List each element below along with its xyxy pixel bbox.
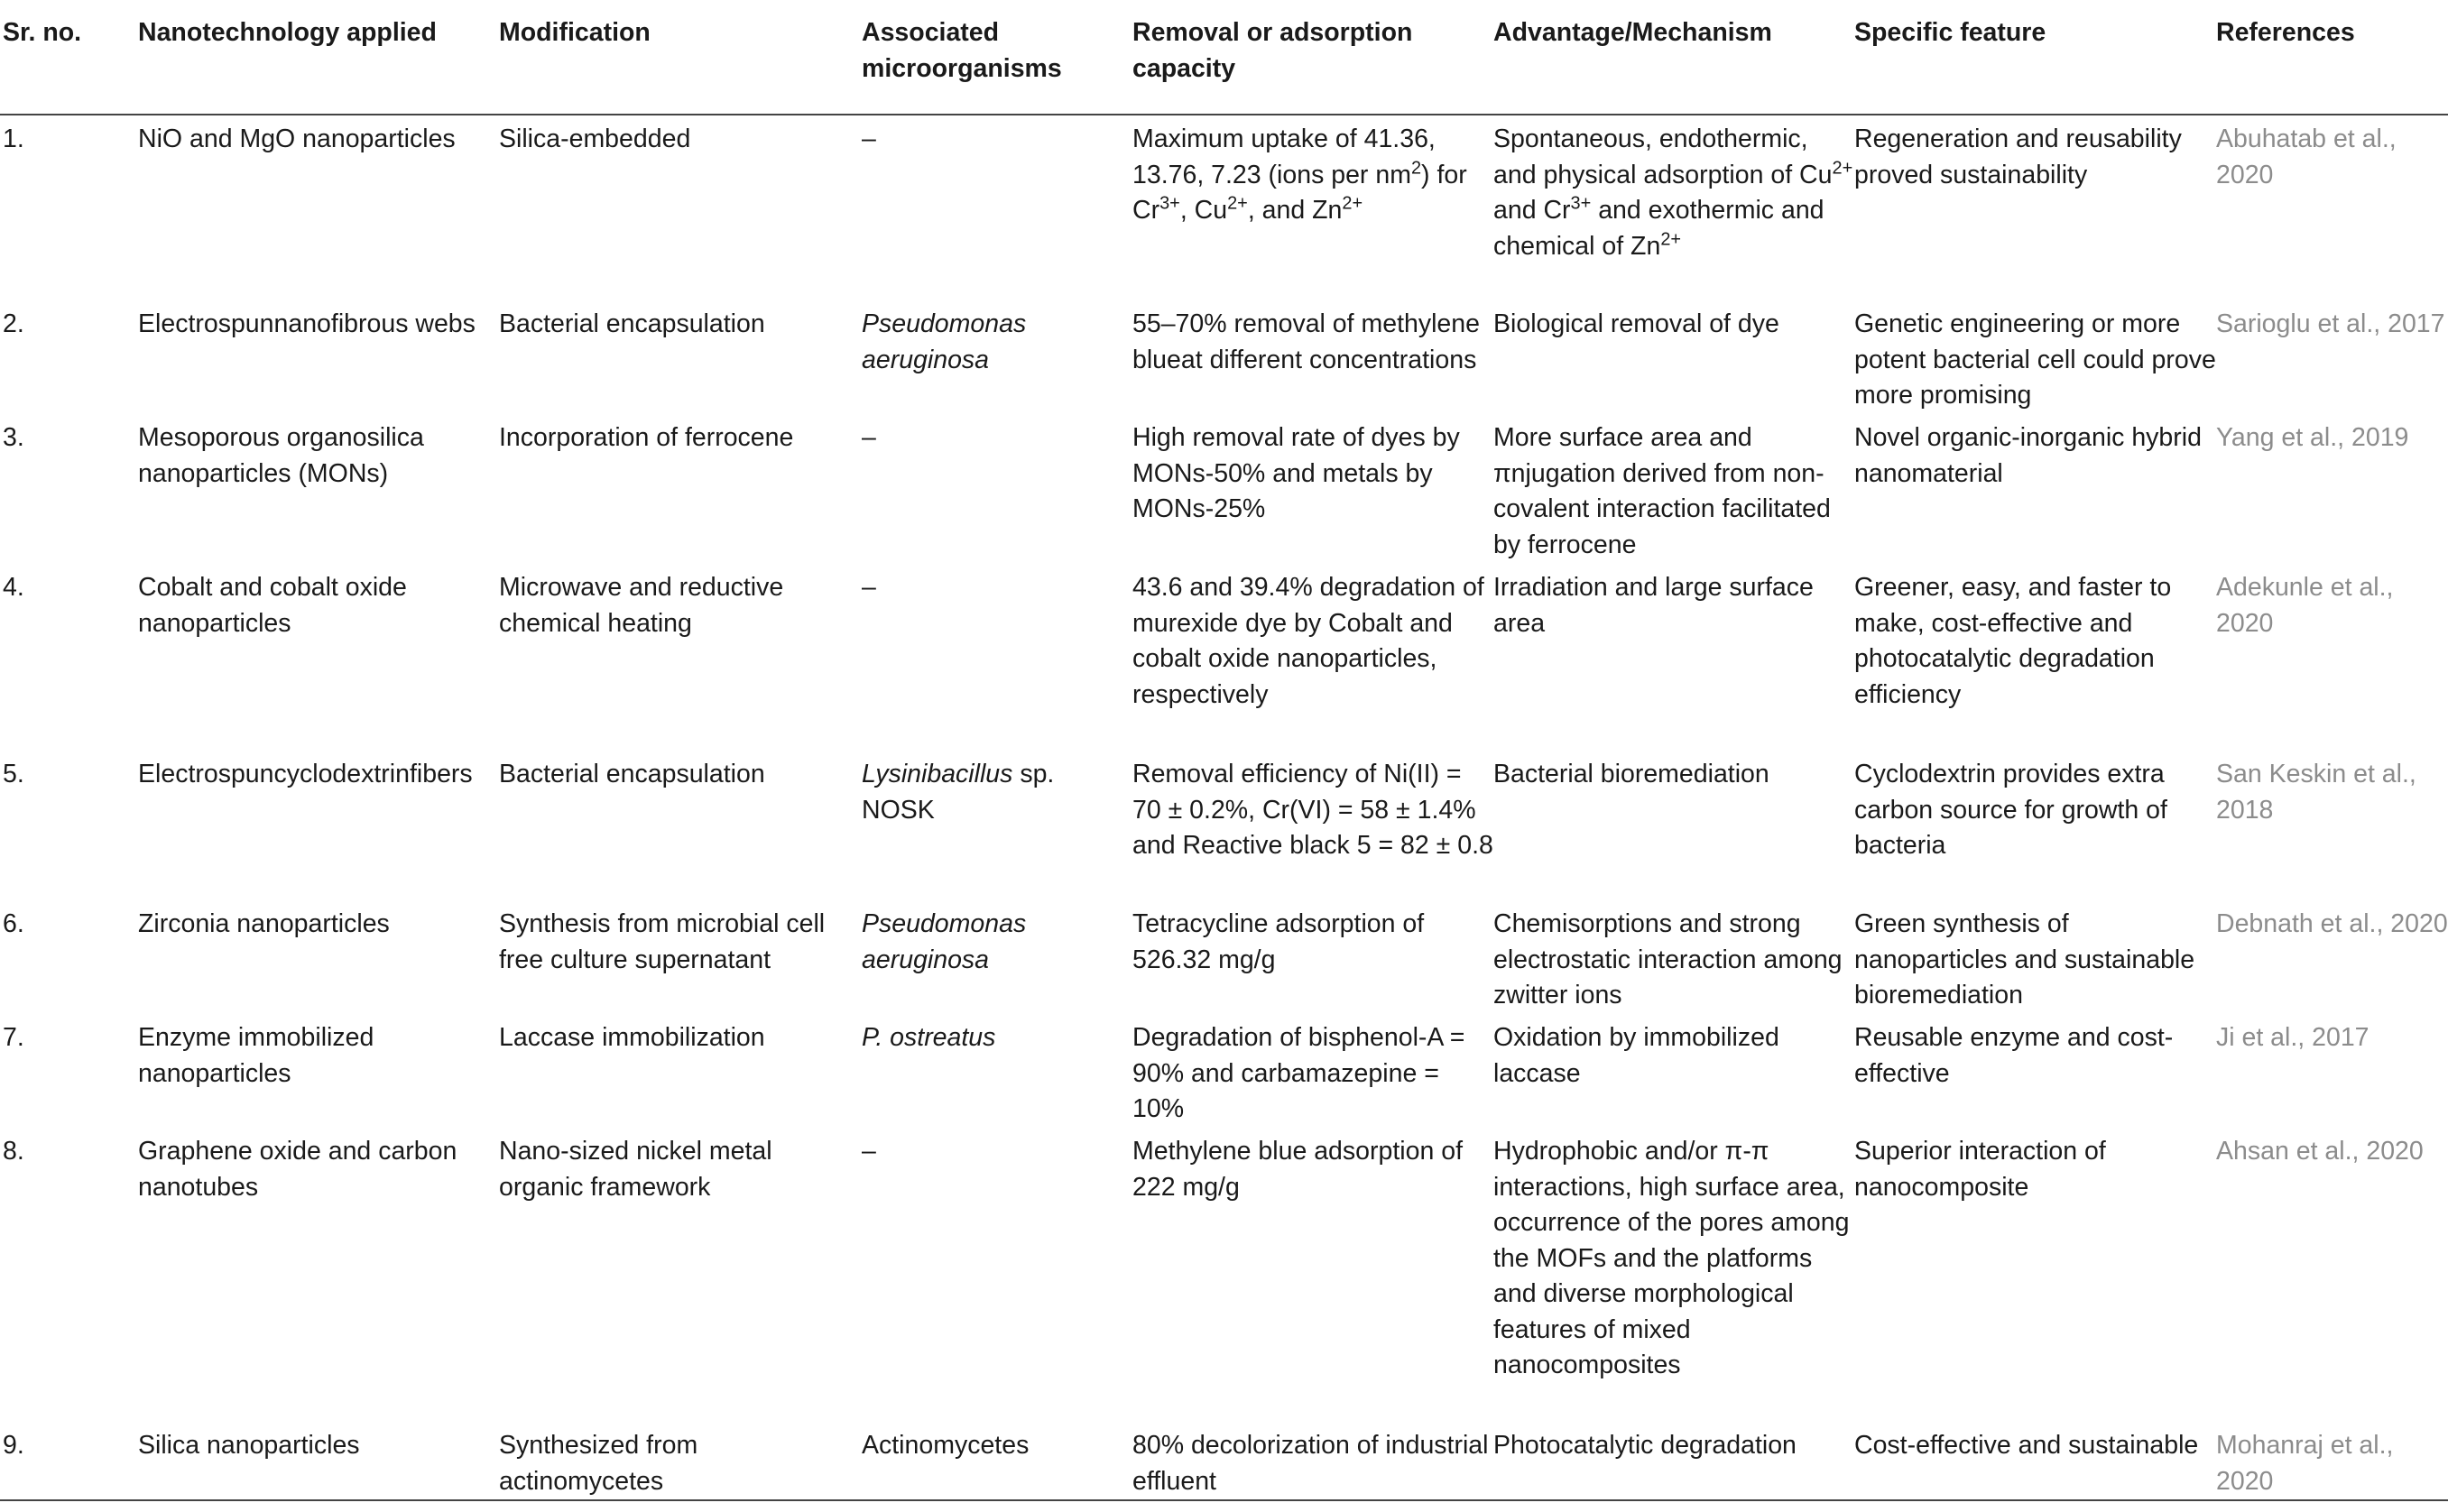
cell-modification: Laccase immobilization <box>499 1023 765 1052</box>
cell-microorganisms: Actinomycetes <box>862 1422 1132 1500</box>
table-row <box>0 300 2448 414</box>
header-removal-capacity: Removal or adsorption capacity <box>1132 0 1493 115</box>
cell-mechanism: Oxidation by immobilized laccase <box>1493 1023 1779 1088</box>
cell-removal-capacity: Removal efficiency of Ni(II) = 70 ± 0.2%, Cr(VI) = 58 ± 1.4% and Reactive black 5 = 82 ± 0.8 <box>1132 760 1493 860</box>
cell-removal-capacity: Maximum uptake of 41.36, 13.76, 7.23 (ions per $nm^2$) for $Cr^{3+}$, $Cu^{2+}$, and $Zn^{2+}$ <box>1132 124 1467 225</box>
cell-reference: Debnath et al., 2020 <box>2216 909 2448 938</box>
cell-sr-no: 8. <box>3 1137 24 1166</box>
cell-specific-feature: Reusable enzyme and cost-effective <box>1854 1023 2174 1088</box>
cell-mechanism: Bacterial bioremediation <box>1493 760 1769 788</box>
cell-modification: Bacterial encapsulation <box>499 760 765 788</box>
table-row <box>0 564 2448 751</box>
cell-microorganisms: – <box>862 573 876 602</box>
cell-mechanism: Irradiation and large surface area <box>1493 573 1814 638</box>
cell-microorganisms: P. ostreatus <box>862 1023 996 1052</box>
cell-specific-feature: Cyclodextrin provides extra carbon source for growth of bacteria <box>1854 760 2167 860</box>
cell-mechanism: Biological removal of dye <box>1493 309 1779 338</box>
cell-modification: Incorporation of ferrocene <box>499 423 794 452</box>
cell-sr-no: 6. <box>3 909 24 938</box>
cell-modification: Silica-embedded <box>499 124 691 153</box>
cell-nanotechnology: Mesoporous organosilica nanoparticles (MONs) <box>138 423 424 488</box>
cell-reference: San Keskin et al., 2018 <box>2216 760 2416 825</box>
cell-microorganisms: Pseudomonas aeruginosa <box>862 909 1027 974</box>
cell-modification: Synthesized from actinomycetes <box>499 1422 862 1500</box>
table-body <box>0 115 2448 1500</box>
header-advantage-mechanism: Advantage/Mechanism <box>1493 0 1854 115</box>
cell-modification: Microwave and reductive chemical heating <box>499 573 784 638</box>
cell-modification: Synthesis from microbial cell free culture supernatant <box>499 909 826 974</box>
header-associated-microorganisms: Associated microorganisms <box>862 0 1132 115</box>
cell-specific-feature: Green synthesis of nanoparticles and sustainable bioremediation <box>1854 909 2195 1010</box>
cell-reference: Ahsan et al., 2020 <box>2216 1137 2424 1166</box>
cell-specific-feature: Regeneration and reusability proved sustainability <box>1854 124 2182 189</box>
cell-specific-feature: Greener, easy, and faster to make, cost-effective and photocatalytic degradation efficiency <box>1854 573 2172 709</box>
cell-microorganisms: – <box>862 423 876 452</box>
cell-specific-feature: Cost-effective and sustainable <box>1854 1422 2216 1500</box>
header-row <box>0 0 2448 115</box>
cell-removal-capacity: Tetracycline adsorption of 526.32 mg/g <box>1132 909 1425 974</box>
header-modification: Modification <box>499 0 862 115</box>
cell-reference: Yang et al., 2019 <box>2216 423 2409 452</box>
header-specific-feature: Specific feature <box>1854 0 2216 115</box>
cell-nanotechnology: Electrospuncyclodextrinfibers <box>138 760 473 788</box>
cell-removal-capacity: Degradation of bisphenol-A = 90% and carbamazepine = 10% <box>1132 1023 1465 1123</box>
header-sr-no: Sr. no. <box>0 0 138 115</box>
cell-specific-feature: Novel organic-inorganic hybrid nanomaterial <box>1854 423 2202 488</box>
cell-modification: Bacterial encapsulation <box>499 309 765 338</box>
table-row <box>0 414 2448 564</box>
cell-microorganisms: – <box>862 124 876 153</box>
cell-specific-feature: Genetic engineering or more potent bacterial cell could prove more promising <box>1854 309 2216 410</box>
cell-sr-no: 7. <box>3 1023 24 1052</box>
cell-nanotechnology: Cobalt and cobalt oxide nanoparticles <box>138 573 407 638</box>
cell-microorganisms: – <box>862 1137 876 1166</box>
cell-mechanism: Hydrophobic and/or π-π interactions, high surface area, occurrence of the pores among the MOFs and the platforms and diverse morphological features of mixed nanocomposites <box>1493 1137 1850 1379</box>
cell-microorganisms: Lysinibacillus sp. NOSK <box>862 760 1055 825</box>
table-row <box>0 1014 2448 1128</box>
cell-reference: Mohanraj et al., 2020 <box>2216 1422 2448 1500</box>
header-nanotechnology-applied: Nanotechnology applied <box>138 0 499 115</box>
cell-removal-capacity: 80% decolorization of industrial effluent <box>1132 1422 1493 1500</box>
cell-microorganisms: Pseudomonas aeruginosa <box>862 309 1027 374</box>
table-row <box>0 115 2448 300</box>
cell-removal-capacity: High removal rate of dyes by MONs-50% and metals by MONs-25% <box>1132 423 1460 523</box>
cell-specific-feature: Superior interaction of nanocomposite <box>1854 1137 2106 1202</box>
cell-reference: Sarioglu et al., 2017 <box>2216 309 2445 338</box>
cell-sr-no: 1. <box>3 124 24 153</box>
cell-sr-no: 9. <box>0 1422 138 1500</box>
cell-sr-no: 5. <box>3 760 24 788</box>
cell-sr-no: 2. <box>3 309 24 338</box>
table-row <box>0 751 2448 900</box>
cell-modification: Nano-sized nickel metal organic framework <box>499 1137 772 1202</box>
cell-nanotechnology: Graphene oxide and carbon nanotubes <box>138 1137 457 1202</box>
table-row <box>0 1422 2448 1500</box>
cell-reference: Adekunle et al., 2020 <box>2216 573 2394 638</box>
table-row <box>0 900 2448 1014</box>
cell-nanotechnology: Electrospunnanofibrous webs <box>138 309 476 338</box>
cell-sr-no: 4. <box>3 573 24 602</box>
cell-reference: Abuhatab et al., 2020 <box>2216 124 2397 189</box>
cell-removal-capacity: 43.6 and 39.4% degradation of murexide dye by Cobalt and cobalt oxide nanoparticles, respectively <box>1132 573 1484 709</box>
cell-nanotechnology: NiO and MgO nanoparticles <box>138 124 456 153</box>
cell-mechanism: More surface area and πnjugation derived from non-covalent interaction facilitated by ferrocene <box>1493 423 1831 559</box>
cell-reference: Ji et al., 2017 <box>2216 1023 2369 1052</box>
cell-sr-no: 3. <box>3 423 24 452</box>
table-header <box>0 0 2448 115</box>
cell-mechanism: Chemisorptions and strong electrostatic interaction among zwitter ions <box>1493 909 1843 1010</box>
header-references: References <box>2216 0 2448 115</box>
table-row <box>0 1128 2448 1422</box>
cell-nanotechnology: Zirconia nanoparticles <box>138 909 390 938</box>
cell-mechanism: Photocatalytic degradation <box>1493 1422 1854 1500</box>
cell-nanotechnology: Silica nanoparticles <box>138 1422 499 1500</box>
cell-removal-capacity: Methylene blue adsorption of 222 mg/g <box>1132 1137 1463 1202</box>
cell-nanotechnology: Enzyme immobilized nanoparticles <box>138 1023 374 1088</box>
cell-mechanism: Spontaneous, endothermic, and physical adsorption of $Cu^{2+}$ and $Cr^{3+}$ and exothermic and chemical of $Zn^{2+}$ <box>1493 124 1853 261</box>
cell-removal-capacity: 55–70% removal of methylene blueat different concentrations <box>1132 309 1480 374</box>
